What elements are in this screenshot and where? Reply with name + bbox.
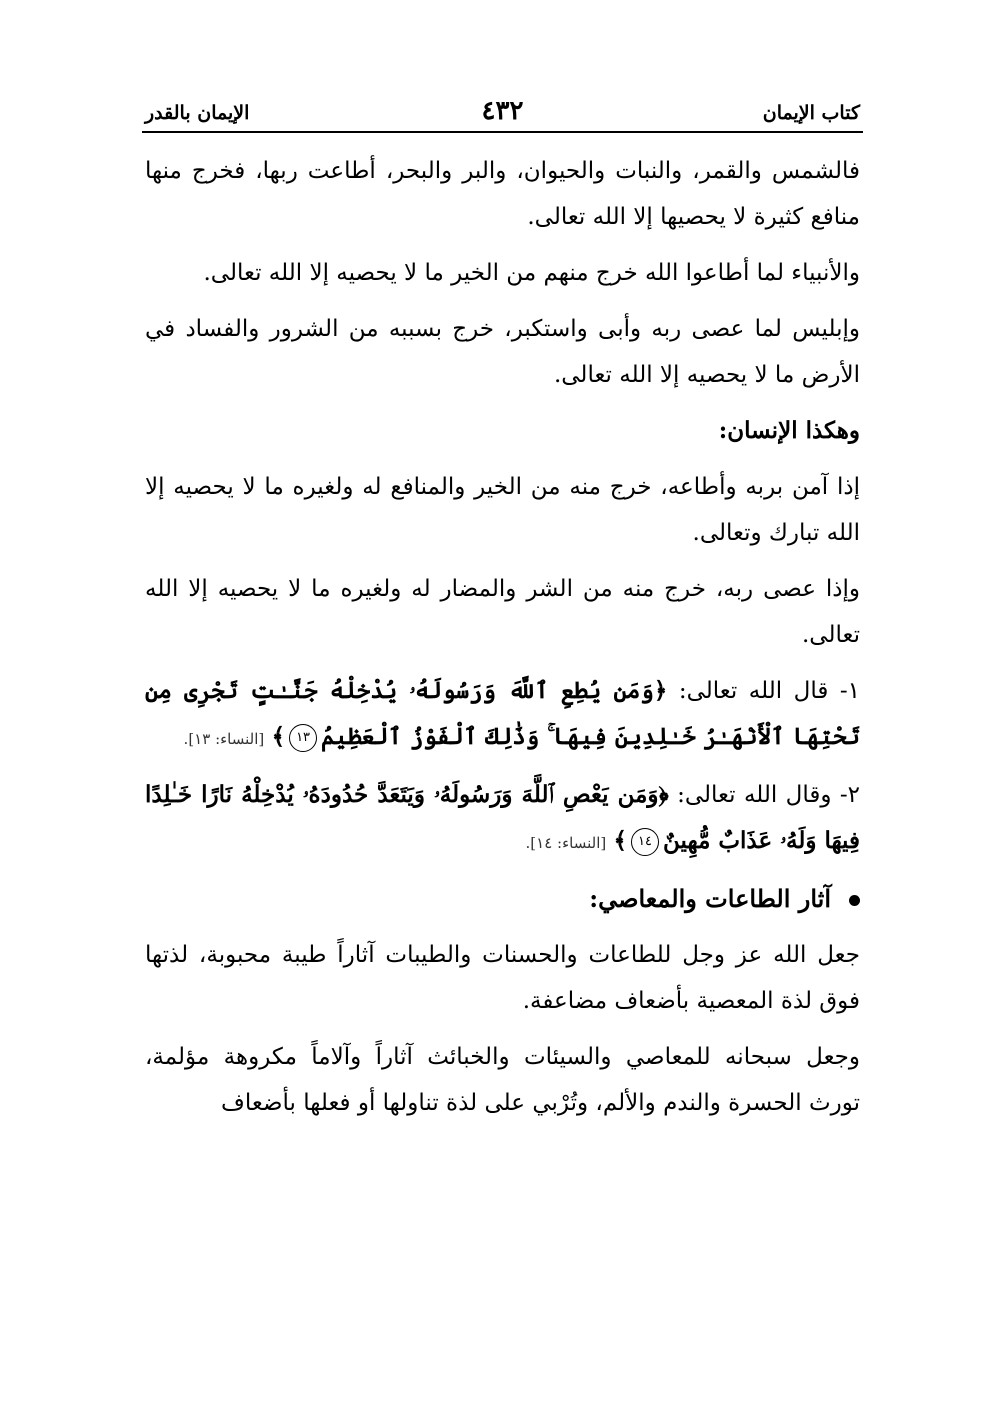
ayah-number-marker: ١٣ [289, 724, 317, 752]
paragraph-5: وإذا عصى ربه، خرج منه من الشر والمضار له ولغيره ما لا يحصيه إلا الله تعالى. [145, 576, 860, 648]
quran-verse: ﴿وَمَن يَعْصِ ٱللَّهَ وَرَسُولَهُۥ وَيَتَعَدَّ حُدُودَهُۥ يُدْخِلْهُ نَارًا خَـٰلِدًا فِيهَا وَلَهُۥ عَذَابٌ مُّهِينٌ [145, 781, 860, 854]
item-number: ١- [839, 678, 860, 704]
bullet-heading-text: آثار الطاعات والمعاصي: [589, 884, 831, 913]
header-rule [142, 131, 863, 133]
verse-intro: وقال الله تعالى: [677, 782, 832, 808]
book-title: كتاب الإيمان [762, 102, 860, 124]
running-header [145, 96, 860, 130]
verse-reference: [النساء: ١٣]. [183, 730, 265, 748]
verse-close-bracket: ﴾ [271, 723, 286, 750]
page-body [145, 148, 860, 1136]
bullet-heading [145, 876, 860, 922]
quran-verse: ﴿وَمَن يُطِعِ ٱللَّهَ وَرَسُولَهُۥ يُدْخِلْهُ جَنَّـٰتٍ تَجْرِى مِن تَحْتِهَا ٱلْأَنْهَـٰرُ خَـٰلِدِينَ فِيهَا ۚ وَذَٰلِكَ ٱلْفَوْزُ ٱلْعَظِيمُ [145, 677, 860, 750]
numbered-item-2 [145, 772, 860, 866]
paragraph-7: وجعل سبحانه للمعاصي والسيئات والخبائث آثاراً وآلاماً مكروهة مؤلمة، تورث الحسرة والندم والألم، وتُرْبي على لذة تناولها أو فعلها بأضعاف [145, 1044, 860, 1116]
verse-intro: قال الله تعالى: [678, 678, 829, 704]
paragraph-6: جعل الله عز وجل للطاعات والحسنات والطيبات آثاراً طيبة محبوبة، لذتها فوق لذة المعصية بأضعاف مضاعفة. [145, 942, 860, 1014]
verse-close-bracket: ﴾ [613, 827, 628, 854]
numbered-item-1 [145, 668, 860, 762]
paragraph-2: والأنبياء لما أطاعوا الله خرج منهم من الخير ما لا يحصيه إلا الله تعالى. [203, 260, 860, 286]
item-number: ٢- [839, 782, 861, 808]
page-number: ٤٣٢ [481, 96, 524, 126]
paragraph-1: فالشمس والقمر، والنبات والحيوان، والبر والبحر، أطاعت ربها، فخرج منها منافع كثيرة لا يحصيها إلا الله تعالى. [145, 158, 860, 230]
paragraph-4: إذا آمن بربه وأطاعه، خرج منه من الخير والمنافع له ولغيره ما لا يحصيه إلا الله تبارك وتعالى. [145, 474, 860, 546]
verse-reference: [النساء: ١٤]. [525, 834, 607, 852]
chapter-title: الإيمان بالقدر [145, 102, 250, 124]
section-heading: وهكذا الإنسان: [718, 417, 860, 444]
ayah-number-marker: ١٤ [631, 828, 659, 856]
bullet-icon [849, 895, 860, 906]
paragraph-3: وإبليس لما عصى ربه وأبى واستكبر، خرج بسببه من الشرور والفساد في الأرض ما لا يحصيه إلا الله تعالى. [145, 316, 860, 388]
